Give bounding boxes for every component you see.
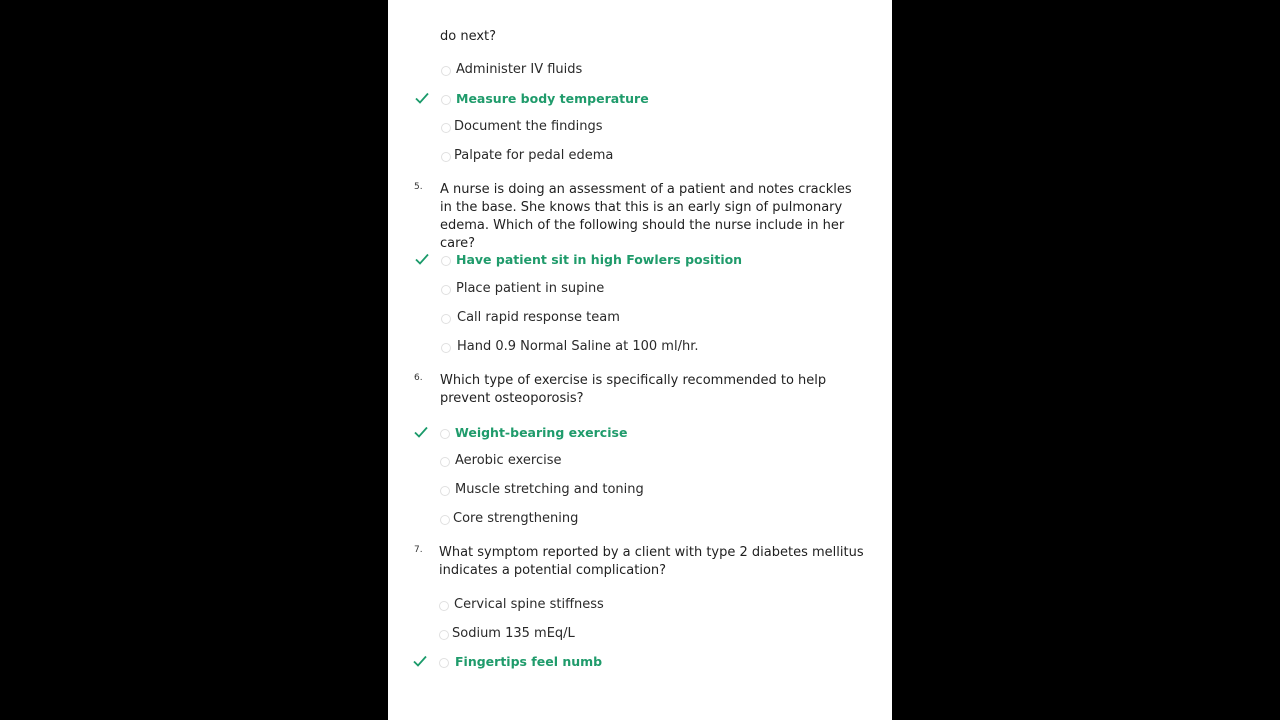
radio-button[interactable] — [441, 66, 451, 76]
option-q4-c[interactable] — [388, 118, 818, 138]
radio-button[interactable] — [439, 658, 449, 668]
quiz-page — [388, 0, 892, 720]
option-label-correct: Weight-bearing exercise — [455, 425, 628, 440]
radio-button[interactable] — [441, 285, 451, 295]
option-q7-b[interactable] — [388, 625, 818, 645]
radio-button[interactable] — [441, 256, 451, 266]
option-label: Aerobic exercise — [455, 453, 562, 468]
question-text: A nurse is doing an assessment of a patient and notes crackles in the base. She knows that this is an early sign of pulmonary edema. Which of the following should the nurse include in her care? — [440, 182, 852, 251]
option-q6-b[interactable] — [388, 452, 818, 472]
question-number: 7. — [414, 545, 423, 555]
option-q7-c[interactable] — [388, 653, 818, 673]
question-7 — [414, 544, 864, 580]
option-label: Call rapid response team — [457, 310, 620, 325]
radio-button[interactable] — [440, 457, 450, 467]
option-label: Sodium 135 mEq/L — [452, 626, 575, 641]
radio-button[interactable] — [441, 152, 451, 162]
option-q5-a[interactable] — [388, 251, 818, 271]
option-q5-d[interactable] — [388, 338, 818, 358]
option-label-correct: Fingertips feel numb — [455, 654, 603, 669]
question-text: Which type of exercise is specifically recommended to help prevent osteoporosis? — [440, 373, 827, 406]
option-q5-b[interactable] — [388, 280, 818, 300]
question-6 — [414, 372, 864, 408]
radio-button[interactable] — [439, 601, 449, 611]
option-q6-d[interactable] — [388, 510, 818, 530]
option-label-correct: Have patient sit in high Fowlers position — [456, 252, 743, 267]
question-5 — [414, 181, 864, 253]
option-label: Hand 0.9 Normal Saline at 100 ml/hr. — [457, 339, 699, 354]
question-number: 5. — [414, 182, 423, 192]
option-label: Palpate for pedal edema — [454, 148, 614, 163]
checkmark-icon — [412, 653, 428, 669]
question-number: 6. — [414, 373, 423, 383]
radio-button[interactable] — [441, 123, 451, 133]
option-label: Document the findings — [454, 119, 603, 134]
radio-button[interactable] — [439, 630, 449, 640]
checkmark-icon — [413, 424, 429, 440]
radio-button[interactable] — [440, 429, 450, 439]
radio-button[interactable] — [441, 314, 451, 324]
option-q7-a[interactable] — [388, 596, 818, 616]
radio-button[interactable] — [441, 95, 451, 105]
option-label: Place patient in supine — [456, 281, 605, 296]
option-label: Cervical spine stiffness — [454, 597, 604, 612]
option-label: Muscle stretching and toning — [455, 482, 644, 497]
checkmark-icon — [414, 251, 430, 267]
option-label-correct: Measure body temperature — [456, 91, 649, 106]
option-q6-a[interactable] — [388, 424, 818, 444]
question-text: What symptom reported by a client with type 2 diabetes mellitus indicates a potential complication? — [439, 545, 864, 578]
question-4-text-fragment: do next? — [440, 29, 497, 44]
option-label: Core strengthening — [453, 511, 579, 526]
radio-button[interactable] — [440, 515, 450, 525]
option-q6-c[interactable] — [388, 481, 818, 501]
checkmark-icon — [414, 90, 430, 106]
option-q5-c[interactable] — [388, 309, 818, 329]
option-q4-d[interactable] — [388, 147, 818, 167]
option-q4-b[interactable] — [388, 90, 818, 110]
option-label: Administer IV fluids — [456, 62, 583, 77]
radio-button[interactable] — [441, 343, 451, 353]
radio-button[interactable] — [440, 486, 450, 496]
option-q4-a[interactable] — [388, 61, 818, 81]
